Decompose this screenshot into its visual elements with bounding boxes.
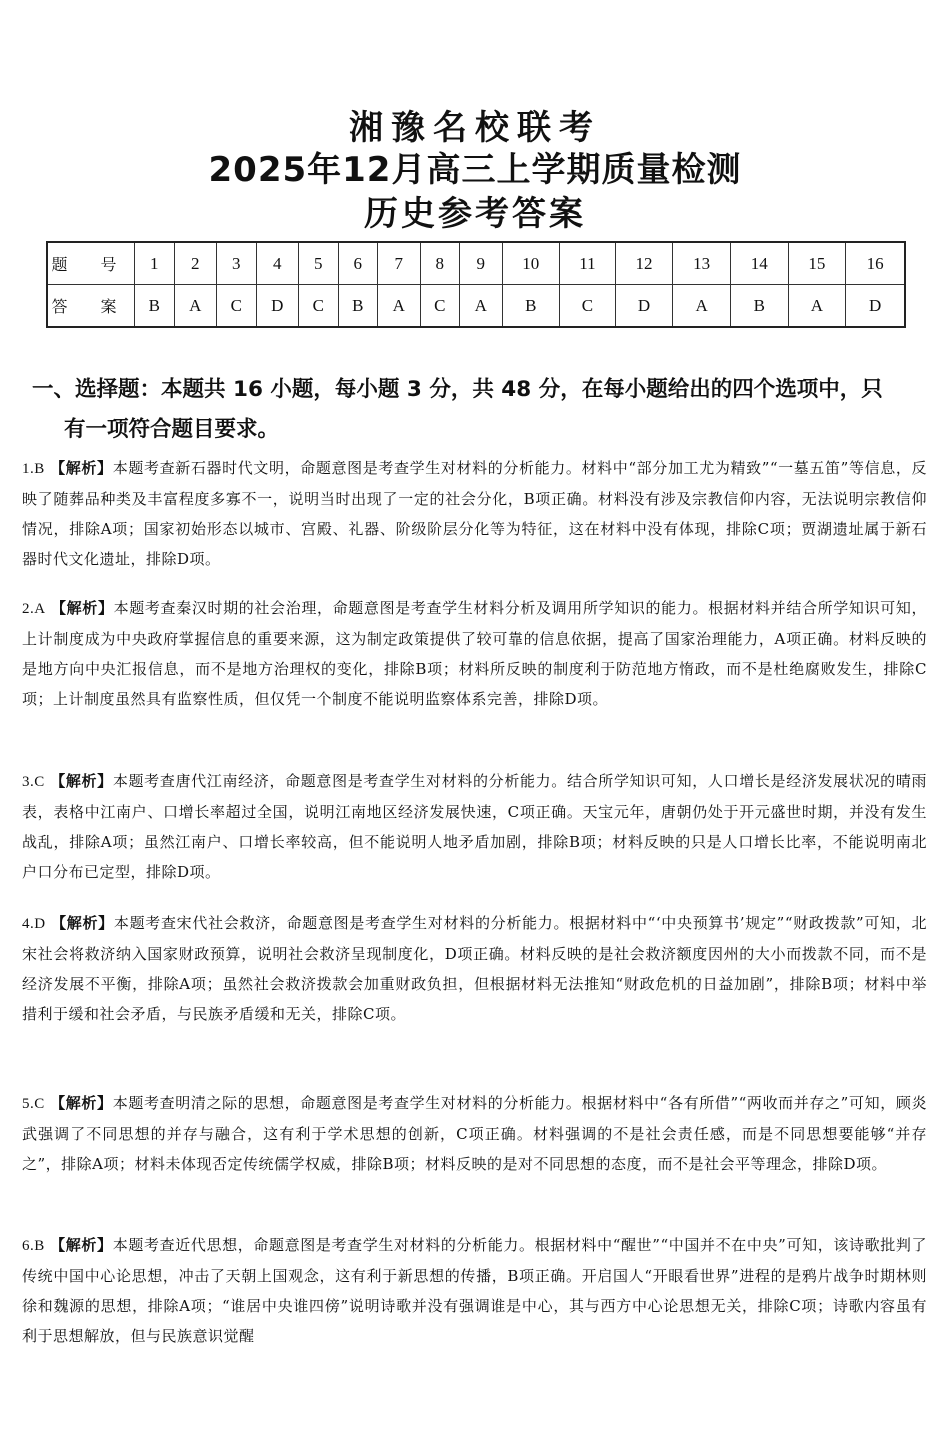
- question-number: 3: [217, 242, 257, 285]
- answer-cell: B: [338, 285, 378, 328]
- document-title: 历史参考答案: [364, 194, 586, 234]
- question-number: 8: [420, 242, 460, 285]
- question-explanation-1: [22, 453, 927, 574]
- explanation-text: 本题考查明清之际的思想，命题意图是考查学生对材料的分析能力。根据材料中“各有所借”“两收而并存之”可知，顾炎武强调了不同思想的并存与融合，这有利于学术思想的创新，C项正确。材料强调的不是社会责任感，而是不同思想要能够“并存之”，排除A项；材料未体现否定传统儒学权威，排除B项；材料反映的是对不同思想的态度，而不是社会平等理念，排除D项。: [22, 1094, 927, 1173]
- question-number: 1: [135, 242, 175, 285]
- analysis-tag: 【解析】: [51, 599, 114, 617]
- exam-subtitle: 2025年12月高三上学期质量检测: [208, 150, 742, 190]
- answer-cell: D: [256, 285, 299, 328]
- explanation-text: 本题考查秦汉时期的社会治理，命题意图是考查学生材料分析及调用所学知识的能力。根据材料并结合所学知识可知，上计制度成为中央政府掌握信息的重要来源，这为制定政策提供了较可靠的信息依据，提高了国家治理能力，A项正确。材料反映的是地方向中央汇报信息，而不是地方治理权的变化，排除B项；材料所反映的制度利于防范地方惰政，而不是杜绝腐败发生，排除C项；上计制度虽然具有监察性质，但仅凭一个制度不能说明监察体系完善，排除D项。: [22, 599, 927, 708]
- question-answer-number: 3.C: [22, 774, 45, 790]
- explanation-text: 本题考查唐代江南经济，命题意图是考查学生对材料的分析能力。结合所学知识可知，人口增长是经济发展状况的晴雨表，表格中江南户、口增长率超过全国，说明江南地区经济发展快速，C项正确。天宝元年，唐朝仍处于开元盛世时期，并没有发生战乱，排除A项；虽然江南户、口增长率较高，但不能说明人地矛盾加剧，排除B项；材料反映的只是人口增长比率，不能说明南北户口分布已定型，排除D项。: [22, 772, 927, 881]
- section-heading: [32, 370, 927, 450]
- answer-table: [46, 241, 906, 328]
- question-answer-number: 2.A: [22, 601, 46, 617]
- answer-cell: A: [378, 285, 421, 328]
- question-number: 14: [730, 242, 788, 285]
- answer-cell: C: [217, 285, 257, 328]
- question-explanation-3: [22, 766, 927, 887]
- question-number: 4: [256, 242, 299, 285]
- answer-cell: A: [788, 285, 846, 328]
- answer-cell: B: [135, 285, 175, 328]
- analysis-tag: 【解析】: [50, 1094, 113, 1112]
- answer-cell: B: [502, 285, 560, 328]
- answer-cell: C: [560, 285, 616, 328]
- answer-row: [47, 285, 905, 328]
- answer-cell: C: [420, 285, 460, 328]
- row-label-question-number: 题 号: [47, 242, 135, 285]
- answer-cell: A: [673, 285, 731, 328]
- analysis-tag: 【解析】: [50, 772, 113, 790]
- question-explanation-2: [22, 593, 927, 714]
- section-heading-line2: 有一项符合题目要求。: [64, 417, 280, 442]
- answer-cell: D: [615, 285, 673, 328]
- analysis-tag: 【解析】: [50, 1236, 113, 1254]
- question-number: 16: [846, 242, 905, 285]
- answer-cell: C: [299, 285, 339, 328]
- analysis-tag: 【解析】: [51, 914, 114, 932]
- explanation-text: 本题考查近代思想，命题意图是考查学生对材料的分析能力。根据材料中“醒世”“中国并不在中央”可知，该诗歌批判了传统中国中心论思想，冲击了天朝上国观念，这有利于新思想的传播，B项正确。开启国人“开眼看世界”进程的是鸦片战争时期林则徐和魏源的思想，排除A项；“谁居中央谁四傍”说明诗歌并没有强调谁是中心，其与西方中心论思想无关，排除C项；诗歌内容虽有利于思想解放，但与民族意识觉醒: [22, 1236, 927, 1345]
- question-number: 15: [788, 242, 846, 285]
- question-answer-number: 1.B: [22, 461, 45, 477]
- section-heading-line1: 一、选择题：本题共 16 小题，每小题 3 分，共 48 分，在每小题给出的四个选项中，只: [32, 377, 883, 402]
- analysis-tag: 【解析】: [50, 459, 113, 477]
- question-number: 11: [560, 242, 616, 285]
- exam-title: 湘豫名校联考: [349, 108, 601, 148]
- question-explanation-4: [22, 908, 927, 1029]
- question-number: 7: [378, 242, 421, 285]
- question-number: 9: [460, 242, 503, 285]
- answer-cell: A: [174, 285, 217, 328]
- question-number: 12: [615, 242, 673, 285]
- question-explanation-5: [22, 1088, 927, 1179]
- explanation-text: 本题考查宋代社会救济，命题意图是考查学生对材料的分析能力。根据材料中“‘中央预算书’规定”“财政拨款”可知，北宋社会将救济纳入国家财政预算，说明社会救济呈现制度化，D项正确。材料反映的是社会救济额度因州的大小而拨款不同，而不是经济发展不平衡，排除A项；虽然社会救济拨款会加重财政负担，但根据材料无法推知“财政危机的日益加剧”，排除B项；材料中举措利于缓和社会矛盾，与民族矛盾缓和无关，排除C项。: [22, 914, 927, 1023]
- question-number: 2: [174, 242, 217, 285]
- row-label-answer: 答 案: [47, 285, 135, 328]
- question-number: 5: [299, 242, 339, 285]
- question-number: 10: [502, 242, 560, 285]
- question-answer-number: 4.D: [22, 916, 46, 932]
- question-number-row: [47, 242, 905, 285]
- question-answer-number: 6.B: [22, 1238, 45, 1254]
- question-number: 6: [338, 242, 378, 285]
- question-explanation-6: [22, 1230, 927, 1351]
- explanation-text: 本题考查新石器时代文明，命题意图是考查学生对材料的分析能力。材料中“部分加工尤为精致”“一墓五笛”等信息，反映了随葬品种类及丰富程度多寡不一，说明当时出现了一定的社会分化，B项正确。材料没有涉及宗教信仰内容，无法说明宗教信仰情况，排除A项；国家初始形态以城市、宫殿、礼器、阶级阶层分化等为特征，这在材料中没有体现，排除C项；贾湖遗址属于新石器时代文化遗址，排除D项。: [22, 459, 927, 568]
- answer-cell: D: [846, 285, 905, 328]
- question-number: 13: [673, 242, 731, 285]
- answer-cell: B: [730, 285, 788, 328]
- answer-cell: A: [460, 285, 503, 328]
- question-answer-number: 5.C: [22, 1096, 45, 1112]
